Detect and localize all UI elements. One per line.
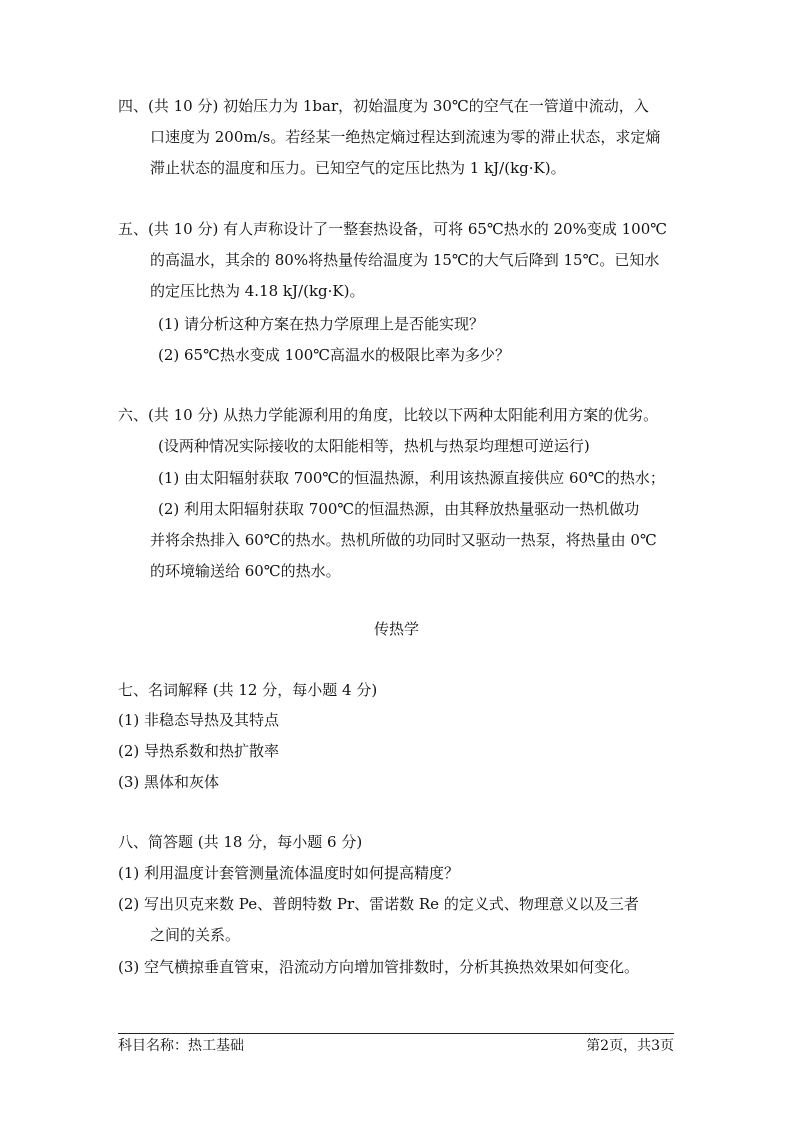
section-title: 传热学 — [373, 620, 419, 638]
footer-subject: 科目名称：热工基础 — [118, 1038, 244, 1054]
q5-sub-2: (2) 65℃热水变成 100℃高温水的极限比率为多少？ — [158, 346, 511, 364]
q6-line-4: (2) 利用太阳辐射获取 700℃的恒温热源，由其释放热量驱动一热机做功 — [158, 500, 640, 518]
q8-line-1: 八、简答题 (共 18 分，每小题 6 分) — [118, 833, 363, 851]
footer-rule — [118, 1033, 674, 1034]
q8-sub-2-cont: 之间的关系。 — [150, 926, 241, 944]
q4-line-1: 四、(共 10 分) 初始压力为 1bar，初始温度为 30℃的空气在一管道中流动，入 — [118, 97, 649, 115]
q7-sub-3: (3) 黑体和灰体 — [118, 773, 220, 791]
q8-sub-3: (3) 空气横掠垂直管束，沿流动方向增加管排数时，分析其换热效果如何变化。 — [118, 958, 640, 976]
q6-line-2: (设两种情况实际接收的太阳能相等，热机与热泵均理想可逆运行) — [158, 437, 590, 455]
q6-line-3: (1) 由太阳辐射获取 700℃的恒温热源，利用该热源直接供应 60℃的热水； — [158, 469, 665, 487]
q5-line-1: 五、(共 10 分) 有人声称设计了一整套热设备，可将 65℃热水的 20%变成 100℃ — [118, 220, 668, 238]
q7-line-1: 七、名词解释 (共 12 分，每小题 4 分) — [118, 681, 378, 699]
footer-page-number: 第2页，共3页 — [586, 1038, 674, 1054]
q6-line-6: 的环境输送给 60℃的热水。 — [150, 562, 341, 580]
q8-sub-1: (1) 利用温度计套管测量流体温度时如何提高精度？ — [118, 864, 460, 882]
q7-sub-2: (2) 导热系数和热扩散率 — [118, 742, 280, 760]
q8-sub-2: (2) 写出贝克来数 Pe、普朗特数 Pr、雷诺数 Re 的定义式、物理意义以及三者 — [118, 895, 639, 913]
q4-line-3: 滞止状态的温度和压力。已知空气的定压比热为 1 kJ/(kg·K)。 — [150, 159, 566, 177]
q5-line-2: 的高温水，其余的 80%将热量传给温度为 15℃的大气后降到 15℃。已知水 — [150, 251, 660, 269]
q5-line-3: 的定压比热为 4.18 kJ/(kg·K)。 — [150, 282, 365, 300]
q5-sub-1: (1) 请分析这种方案在热力学原理上是否能实现？ — [158, 315, 485, 333]
q7-sub-1: (1) 非稳态导热及其特点 — [118, 711, 280, 729]
q6-line-5: 并将余热排入 60℃的热水。热机所做的功同时又驱动一热泵，将热量由 0℃ — [150, 531, 657, 549]
q6-line-1: 六、(共 10 分) 从热力学能源利用的角度，比较以下两种太阳能利用方案的优劣。 — [118, 406, 659, 424]
q4-line-2: 口速度为 200m/s。若经某一绝热定熵过程达到流速为零的滞止状态，求定熵 — [150, 128, 661, 146]
